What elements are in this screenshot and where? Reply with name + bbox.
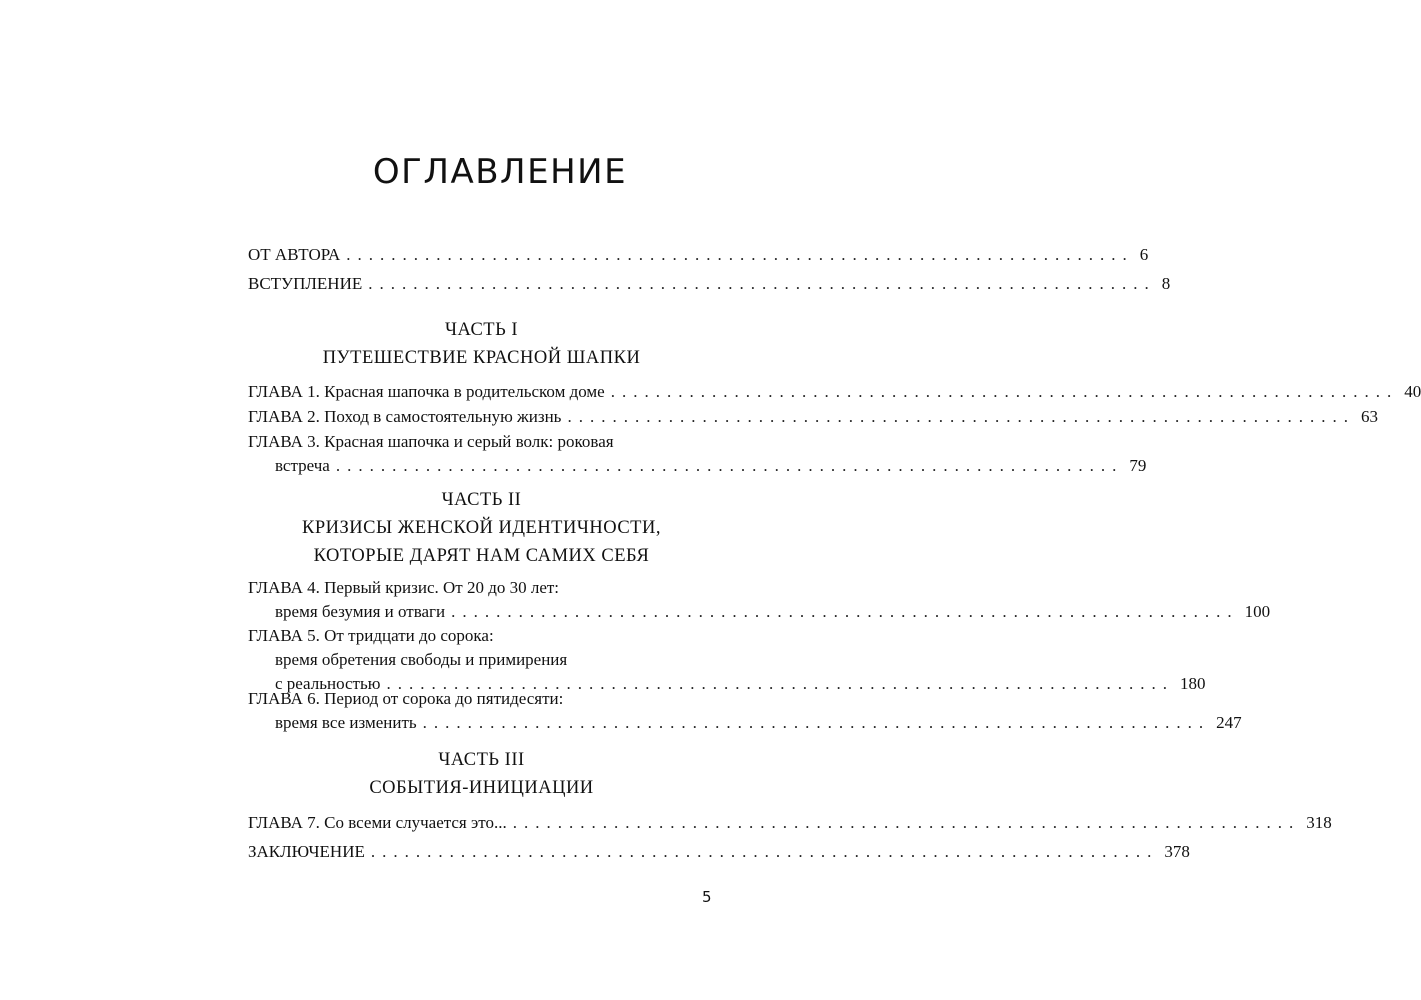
entry-label: ГЛАВА 4. Первый кризис. От 20 до 30 лет:: [248, 578, 560, 597]
dot-leader: ......................................................................: [346, 245, 1134, 264]
dot-leader: ......................................................................: [610, 382, 1399, 401]
dot-leader: ......................................................................: [451, 602, 1239, 621]
dot-leader: ......................................................................: [422, 713, 1211, 732]
entry-label-cont: с реальностью: [275, 674, 381, 693]
dot-leader: ......................................................................: [368, 274, 1156, 293]
part-heading-1: [248, 316, 715, 372]
part-title-line2: КОТОРЫЕ ДАРЯТ НАМ САМИХ СЕБЯ: [313, 546, 650, 566]
dot-leader: ......................................................................: [567, 407, 1355, 426]
entry-page: 8: [1161, 274, 1171, 293]
part-title: СОБЫТИЯ-ИНИЦИАЦИИ: [369, 778, 594, 798]
entry-page: 6: [1139, 245, 1149, 264]
part-number: ЧАСТЬ III: [438, 750, 525, 770]
entry-label: ГЛАВА 1. Красная шапочка в родительском доме: [248, 382, 605, 401]
toc-entry-chapter-3[interactable]: [248, 430, 1147, 478]
toc-entry-chapter-7[interactable]: [248, 811, 1332, 835]
page-title: ОГЛАВЛЕНИЕ: [372, 152, 628, 192]
dot-leader: ......................................................................: [370, 842, 1159, 861]
entry-page: 180: [1179, 674, 1206, 693]
entry-page: 100: [1244, 602, 1271, 621]
toc-entry-introduction[interactable]: [248, 272, 1171, 296]
dot-leader: ......................................................................: [335, 456, 1124, 475]
entry-label: ЗАКЛЮЧЕНИЕ: [248, 842, 365, 861]
part-number: ЧАСТЬ II: [441, 490, 522, 510]
toc-entry-from-author[interactable]: [248, 243, 1149, 267]
entry-label-cont: время обретения свободы и примирения: [275, 650, 568, 669]
entry-label: ГЛАВА 3. Красная шапочка и серый волк: роковая: [248, 432, 614, 451]
entry-label: ГЛАВА 2. Поход в самостоятельную жизнь: [248, 407, 562, 426]
dot-leader: ......................................................................: [386, 674, 1174, 693]
part-title: ПУТЕШЕСТВИЕ КРАСНОЙ ШАПКИ: [322, 348, 641, 368]
toc-entry-chapter-2[interactable]: [248, 405, 1378, 429]
toc-entry-chapter-1[interactable]: [248, 380, 1421, 404]
part-title-line1: КРИЗИСЫ ЖЕНСКОЙ ИДЕНТИЧНОСТИ,: [302, 518, 661, 538]
part-heading-2: [248, 486, 715, 570]
entry-label: ГЛАВА 7. Со всеми случается это...: [248, 813, 507, 832]
entry-label: ОТ АВТОРА: [248, 245, 341, 264]
entry-label: ВСТУПЛЕНИЕ: [248, 274, 363, 293]
entry-label: ГЛАВА 5. От тридцати до сорока:: [248, 626, 494, 645]
toc-entry-chapter-6[interactable]: [248, 687, 1242, 735]
page-number: 5: [702, 888, 712, 906]
dot-leader: ......................................................................: [512, 813, 1301, 832]
entry-page: 79: [1129, 456, 1147, 475]
toc-entry-chapter-5[interactable]: [248, 624, 1206, 696]
part-number: ЧАСТЬ I: [444, 320, 518, 340]
entry-page: 40: [1404, 382, 1421, 401]
entry-label-cont: время все изменить: [275, 713, 417, 732]
entry-label-cont: встреча: [275, 456, 330, 475]
entry-page: 247: [1216, 713, 1242, 732]
entry-page: 63: [1360, 407, 1378, 426]
toc-entry-chapter-4[interactable]: [248, 576, 1271, 624]
entry-page: 378: [1164, 842, 1190, 861]
entry-page: 318: [1306, 813, 1332, 832]
entry-label-cont: время безумия и отваги: [275, 602, 446, 621]
entry-label: ГЛАВА 6. Период от сорока до пятидесяти:: [248, 689, 564, 708]
part-heading-3: [248, 746, 715, 802]
toc-entry-conclusion[interactable]: [248, 840, 1190, 864]
